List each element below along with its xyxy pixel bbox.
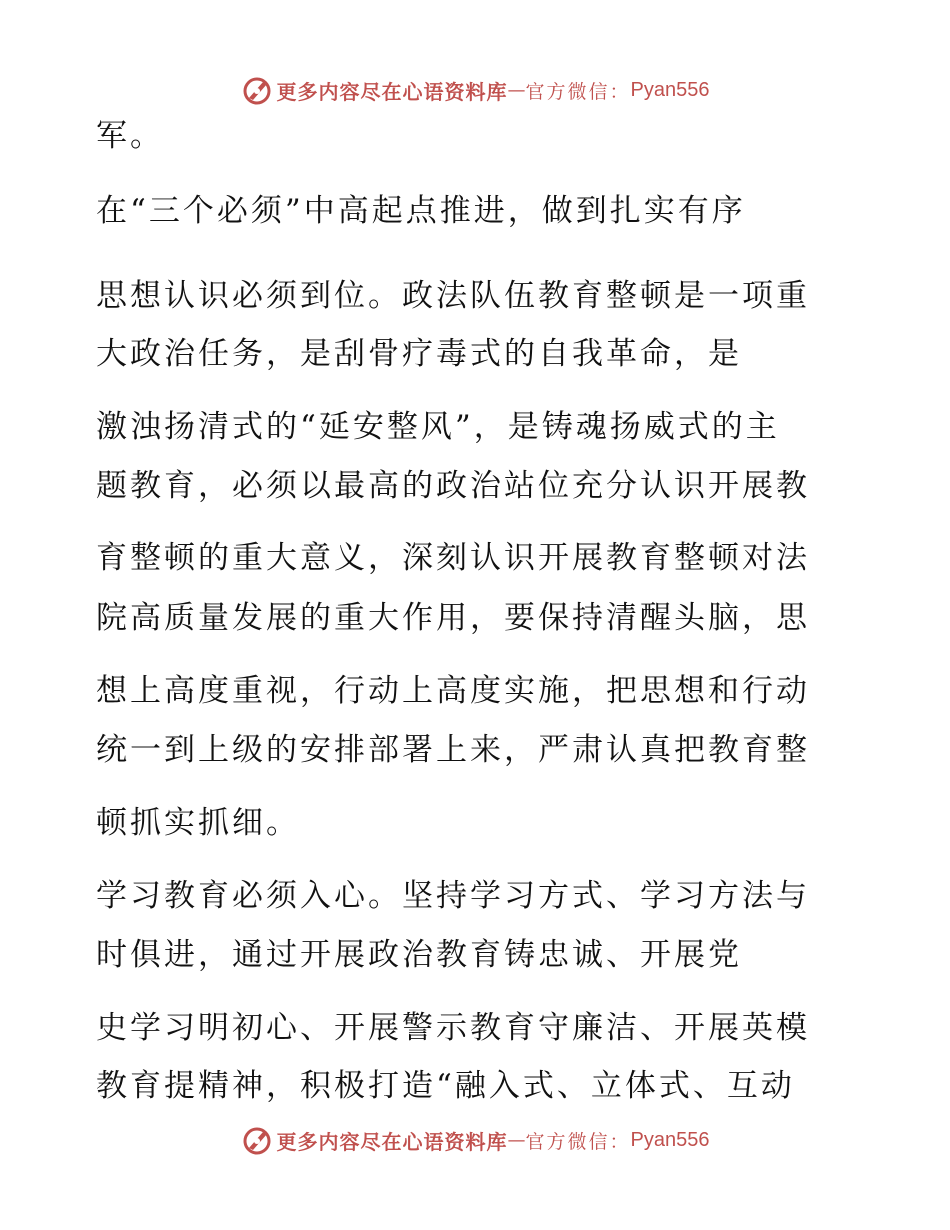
watermark-wechat-label: 官方微信： bbox=[525, 80, 631, 103]
watermark-wechat-id: Pyan556 bbox=[630, 78, 710, 101]
text-line: 思想认识必须到位。政法队伍教育整顿是一项重 bbox=[96, 278, 810, 314]
text-line: 顿抓实抓细。 bbox=[96, 805, 300, 841]
pen-in-circle-icon bbox=[241, 1124, 273, 1156]
watermark-brand: 更多内容尽在心语资料库 bbox=[276, 1129, 508, 1154]
watermark-separator: — bbox=[507, 79, 526, 101]
watermark-wechat-label: 官方微信： bbox=[525, 1130, 631, 1153]
text-line: 院高质量发展的重大作用，要保持清醒头脑，思 bbox=[96, 600, 810, 636]
watermark-wechat-id: Pyan556 bbox=[630, 1128, 710, 1151]
watermark-separator: — bbox=[507, 1129, 526, 1151]
text-line: 育整顿的重大意义，深刻认识开展教育整顿对法 bbox=[96, 540, 810, 576]
text-line: 学习教育必须入心。坚持学习方式、学习方法与 bbox=[96, 878, 810, 914]
text-line: 激浊扬清式的“延安整风”，是铸魂扬威式的主 bbox=[96, 409, 780, 445]
pen-in-circle-icon bbox=[241, 74, 273, 106]
header-watermark bbox=[0, 70, 950, 110]
text-line: 统一到上级的安排部署上来，严肃认真把教育整 bbox=[96, 732, 810, 768]
watermark-brand: 更多内容尽在心语资料库 bbox=[276, 79, 508, 104]
text-line: 题教育，必须以最高的政治站位充分认识开展教 bbox=[96, 468, 810, 504]
text-line: 时俱进，通过开展政治教育铸忠诚、开展党 bbox=[96, 937, 742, 973]
text-line: 在“三个必须”中高起点推进，做到扎实有序 bbox=[96, 193, 746, 229]
text-line: 大政治任务，是刮骨疗毒式的自我革命，是 bbox=[96, 336, 742, 372]
text-line: 军。 bbox=[96, 118, 164, 154]
text-line: 史学习明初心、开展警示教育守廉洁、开展英模 bbox=[96, 1010, 810, 1046]
text-line: 教育提精神，积极打造“融入式、立体式、互动 bbox=[96, 1068, 795, 1104]
footer-watermark bbox=[0, 1120, 950, 1160]
text-line: 想上高度重视，行动上高度实施，把思想和行动 bbox=[96, 673, 810, 709]
